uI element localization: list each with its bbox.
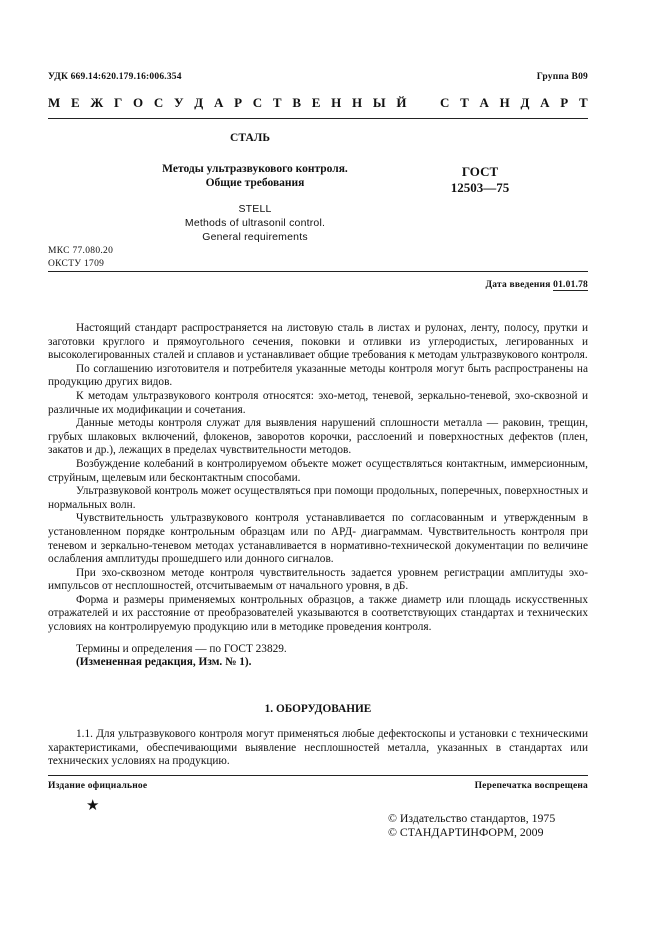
banner-letter: В: [292, 95, 301, 110]
reprint-prohibited: Перепечатка воспрещена: [474, 781, 588, 791]
star-icon: ★: [86, 798, 100, 814]
banner-letter: Ы: [372, 95, 386, 110]
english-line-3: General requirements: [202, 231, 308, 243]
gost-designation: [440, 164, 520, 196]
paragraph-terms: Термины и определения — по ГОСТ 23829.: [76, 642, 287, 655]
title-main: СТАЛЬ: [230, 132, 270, 144]
paragraph: Возбуждение колебаний в контролируемом объекте может осуществляться контактным, иммерсионным, струйным, щелевым или бесконтактным способами.: [48, 457, 588, 484]
mks-code: МКС 77.080.20: [48, 246, 114, 256]
banner-letter: У: [174, 95, 184, 110]
banner-letter: А: [213, 95, 224, 110]
banner-letter: Г: [114, 95, 123, 110]
interstate-standard-banner: [48, 95, 588, 111]
banner-letter: Е: [71, 95, 80, 110]
gost-label: ГОСТ: [461, 164, 499, 179]
banner-letter: О: [133, 95, 144, 110]
top-rule: [48, 118, 588, 119]
copyright-line-1: © Издательство стандартов, 1975: [388, 811, 556, 825]
banner-letter: Т: [460, 95, 469, 110]
paragraph: Ультразвуковой контроль может осуществляться при помощи продольных, поперечных, поверхностных и нормальных волн.: [48, 485, 588, 511]
banner-letter: Й: [396, 95, 407, 110]
footer-rule: [48, 775, 588, 776]
section-1-body: [48, 728, 588, 769]
banner-letter: С: [439, 95, 450, 110]
banner-letter: Н: [499, 95, 510, 110]
paragraph: Форма и размеры применяемых контрольных образцов, а также диаметр или площадь искусственных отражателей и их расстояние от преобразователей указываются в соответствующих стандартах и технических условиях на контролируемую продукцию или в методике проведения контроля.: [48, 593, 588, 634]
banner-letter: М: [48, 95, 61, 110]
banner-letter: Т: [272, 95, 282, 110]
official-edition: Издание официальное: [48, 781, 148, 791]
banner-letter: Е: [311, 95, 321, 110]
paragraph: Чувствительность ультразвукового контроля устанавливается по согласованным и утвержденным в установленном порядке контрольным образцам или по АРД- диаграммам. Чувствительность контроля при теневом и зеркально-теневом методах устанавливается в нормативно-технической документации по величине ослабления амплитуды прошедшего или донного сигналов.: [48, 512, 588, 566]
banner-letter: Т: [578, 95, 588, 110]
banner-letter: Ж: [90, 95, 104, 110]
banner-letter: С: [252, 95, 263, 110]
title-subtitle: [140, 162, 370, 190]
udk-code: УДК 669.14:620.179.16:006.354: [48, 72, 182, 82]
classification-codes: [48, 245, 113, 270]
group-code: Группа В09: [536, 72, 588, 82]
banner-letter: Д: [194, 95, 204, 110]
body-text: [48, 322, 588, 670]
paragraph: К методам ультразвукового контроля относятся: эхо-метод, теневой, зеркально-теневой, эхо-сквозной и различные их модификации и сочетания.: [48, 389, 588, 416]
clause-1-1: 1.1. Для ультразвукового контроля могут применяться любые дефектоскопы и установки с техническими характеристиками, обеспечивающими выявление несплошностей металла, указанных в стандартах или технических условиях на продукцию.: [48, 728, 588, 768]
banner-letter: Р: [234, 95, 243, 110]
subtitle-line-2: Общие требования: [205, 177, 305, 189]
paragraph: Данные методы контроля служат для выявления нарушений сплошности металла — раковин, трещин, грубых шлаковых включений, флокенов, заворотов корочки, расслоений и поверхностных дефектов (плен, закатов и др.), лежащих в пределах чувствительности методов.: [48, 417, 588, 457]
paragraph: Настоящий стандарт распространяется на листовую сталь в листах и рулонах, ленту, полосу, прутки и заготовки круглого и прямоугольного сечения, поковки и отливки из углеродистых, легированных и высоколегированных сталей и сплавов и устанавливает общие требования к методам ультразвукового контроля.: [48, 322, 588, 362]
banner-letter: С: [153, 95, 164, 110]
okstu-code: ОКСТУ 1709: [48, 258, 105, 269]
intro-date-value: 01.01.78: [553, 280, 588, 290]
title-english: [140, 202, 370, 244]
banner-letter: Н: [352, 95, 363, 110]
english-line-1: STELL: [238, 203, 272, 215]
banner-letter: Н: [331, 95, 342, 110]
intro-date: [486, 280, 588, 290]
intro-date-label: Дата введения: [485, 280, 551, 290]
section-1-heading: 1. ОБОРУДОВАНИЕ: [264, 703, 372, 715]
gost-number: 12503—75: [450, 180, 510, 195]
middle-rule: [48, 271, 588, 272]
paragraph: При эхо-сквозном методе контроля чувствительность задается уровнем регистрации амплитуды эхо-импульсов от несплошностей, отсчитываемым от начального уровня, в дБ.: [48, 566, 588, 593]
banner-letter: А: [479, 95, 489, 110]
banner-letter: Р: [560, 95, 569, 110]
banner-gap: [417, 95, 429, 111]
paragraph: По соглашению изготовителя и потребителя указанные методы контроля могут быть распространены на продукцию других видов.: [48, 362, 588, 389]
banner-letter: А: [540, 95, 550, 110]
banner-letter: Д: [520, 95, 530, 110]
amendment-note: (Измененная редакция, Изм. № 1).: [76, 656, 252, 669]
subtitle-line-1: Методы ультразвукового контроля.: [162, 163, 348, 175]
english-line-2: Methods of ultrasonil control.: [184, 217, 326, 229]
copyright-line-2: © СТАНДАРТИНФОРМ, 2009: [388, 825, 544, 839]
copyright-block: [388, 811, 588, 839]
